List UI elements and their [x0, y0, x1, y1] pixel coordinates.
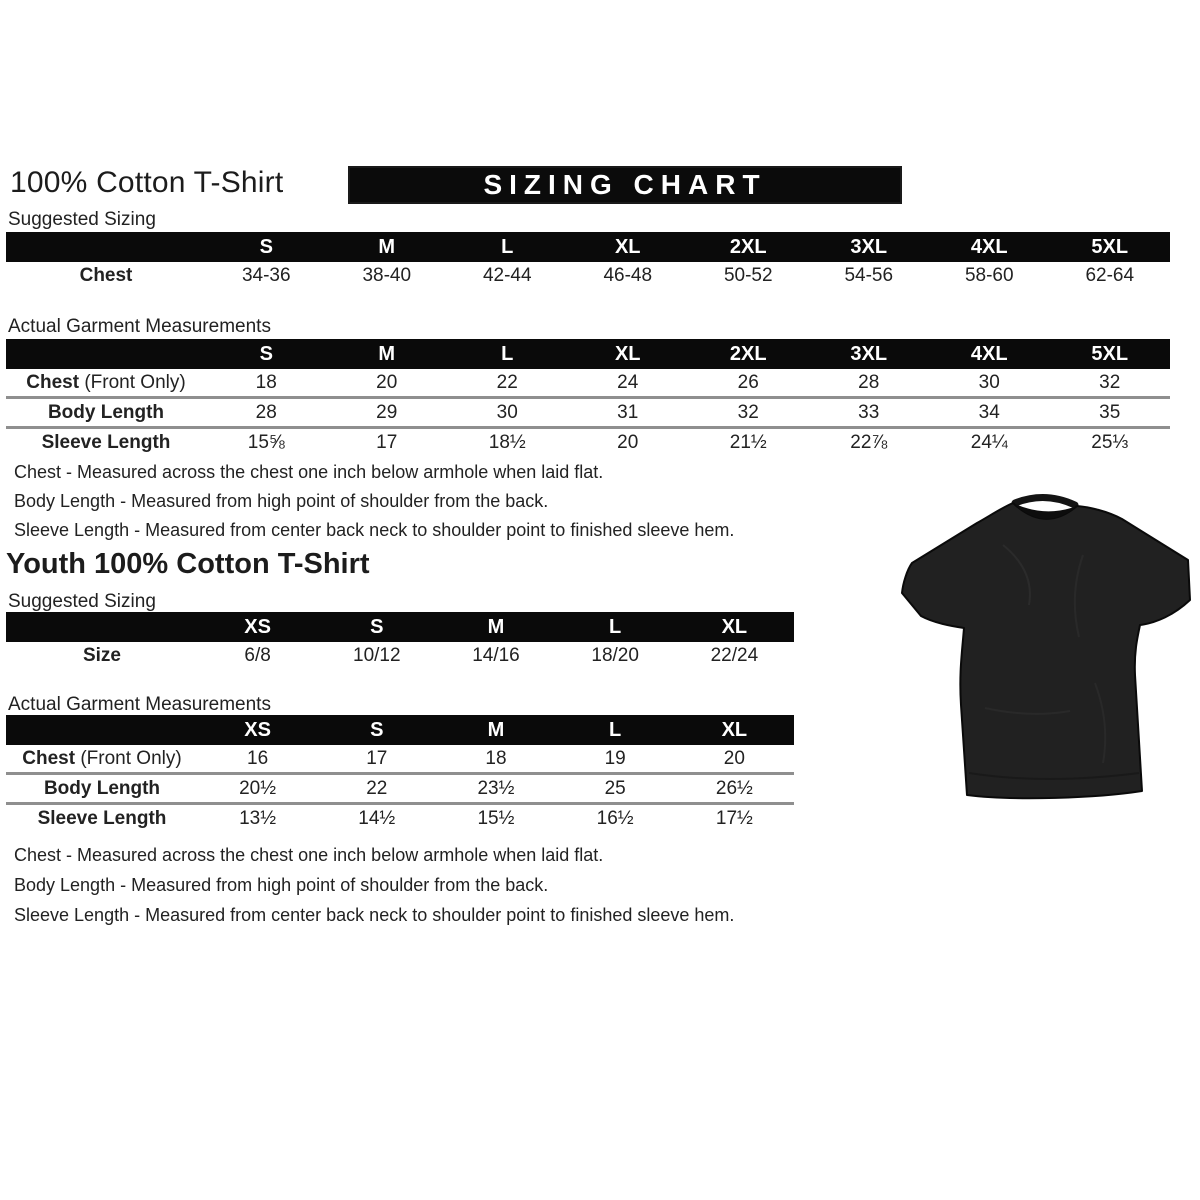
row-label: Body Length	[6, 398, 206, 428]
row-label: Size	[6, 642, 198, 669]
value-cell: 24¼	[929, 428, 1050, 457]
value-cell: 38-40	[327, 262, 448, 289]
note-line: Body Length - Measured from high point of shoulder from the back.	[14, 491, 549, 511]
value-cell: 6/8	[198, 642, 317, 669]
value-cell: 22	[317, 774, 436, 804]
value-cell: 28	[206, 398, 327, 428]
table-header-row	[6, 339, 1170, 369]
adult-measurement-notes	[14, 458, 734, 545]
value-cell: 15⅝	[206, 428, 327, 457]
value-cell: 16½	[556, 804, 675, 833]
value-cell: 18	[436, 745, 555, 774]
size-col-header: XL	[675, 612, 794, 642]
note-line: Body Length - Measured from high point of shoulder from the back.	[14, 875, 549, 895]
youth-actual-label: Actual Garment Measurements	[8, 694, 271, 715]
value-cell: 14/16	[436, 642, 555, 669]
black-tshirt-image	[885, 473, 1195, 813]
youth-suggested-table	[6, 612, 794, 669]
value-cell: 18	[206, 369, 327, 398]
youth-title: Youth 100% Cotton T-Shirt	[6, 548, 370, 580]
row-label: Sleeve Length	[6, 804, 198, 833]
value-cell: 25	[556, 774, 675, 804]
size-col-header: M	[327, 232, 448, 262]
note-line: Chest - Measured across the chest one inch below armhole when laid flat.	[14, 462, 604, 482]
value-cell: 20	[568, 428, 689, 457]
value-cell: 30	[929, 369, 1050, 398]
value-cell: 46-48	[568, 262, 689, 289]
size-col-header: XL	[675, 715, 794, 745]
value-cell: 21½	[688, 428, 809, 457]
size-col-header: XS	[198, 715, 317, 745]
value-cell: 32	[688, 398, 809, 428]
note-line: Sleeve Length - Measured from center back neck to shoulder point to finished sleeve hem.	[14, 520, 735, 540]
row-label: Chest (Front Only)	[6, 369, 206, 398]
value-cell: 50-52	[688, 262, 809, 289]
table-row	[6, 398, 1170, 428]
size-col-header: S	[317, 715, 436, 745]
table-row	[6, 428, 1170, 457]
adult-measurements-table	[6, 339, 1170, 456]
value-cell: 23½	[436, 774, 555, 804]
row-label: Sleeve Length	[6, 428, 206, 457]
table-header-row	[6, 715, 794, 745]
value-cell: 42-44	[447, 262, 568, 289]
corner-cell	[6, 232, 206, 262]
value-cell: 17	[317, 745, 436, 774]
size-col-header: 5XL	[1050, 339, 1171, 369]
size-col-header: 5XL	[1050, 232, 1171, 262]
value-cell: 16	[198, 745, 317, 774]
value-cell: 26	[688, 369, 809, 398]
value-cell: 20	[327, 369, 448, 398]
value-cell: 20	[675, 745, 794, 774]
value-cell: 34-36	[206, 262, 327, 289]
value-cell: 10/12	[317, 642, 436, 669]
value-cell: 35	[1050, 398, 1171, 428]
value-cell: 54-56	[809, 262, 930, 289]
size-col-header: L	[556, 612, 675, 642]
row-label: Body Length	[6, 774, 198, 804]
value-cell: 18/20	[556, 642, 675, 669]
size-col-header: 4XL	[929, 339, 1050, 369]
value-cell: 33	[809, 398, 930, 428]
table-row	[6, 262, 1170, 289]
size-col-header: L	[447, 232, 568, 262]
table-row	[6, 774, 794, 804]
size-col-header: XL	[568, 232, 689, 262]
value-cell: 62-64	[1050, 262, 1171, 289]
size-col-header: S	[206, 339, 327, 369]
youth-suggested-label: Suggested Sizing	[8, 591, 156, 612]
table-header-row	[6, 232, 1170, 262]
value-cell: 19	[556, 745, 675, 774]
corner-cell	[6, 715, 198, 745]
adult-actual-label: Actual Garment Measurements	[8, 316, 271, 337]
youth-measurements-table	[6, 715, 794, 832]
value-cell: 30	[447, 398, 568, 428]
size-col-header: M	[436, 715, 555, 745]
value-cell: 20½	[198, 774, 317, 804]
table-row	[6, 745, 794, 774]
value-cell: 32	[1050, 369, 1171, 398]
row-label: Chest	[6, 262, 206, 289]
value-cell: 29	[327, 398, 448, 428]
size-col-header: M	[327, 339, 448, 369]
adult-suggested-table	[6, 232, 1170, 289]
value-cell: 18½	[447, 428, 568, 457]
value-cell: 24	[568, 369, 689, 398]
size-col-header: 2XL	[688, 339, 809, 369]
value-cell: 58-60	[929, 262, 1050, 289]
corner-cell	[6, 612, 198, 642]
value-cell: 22	[447, 369, 568, 398]
size-col-header: M	[436, 612, 555, 642]
corner-cell	[6, 339, 206, 369]
value-cell: 34	[929, 398, 1050, 428]
size-col-header: S	[317, 612, 436, 642]
note-line: Chest - Measured across the chest one inch below armhole when laid flat.	[14, 845, 604, 865]
size-col-header: S	[206, 232, 327, 262]
sizing-chart-banner: SIZING CHART	[348, 166, 902, 204]
table-row	[6, 369, 1170, 398]
value-cell: 22⅞	[809, 428, 930, 457]
size-col-header: 2XL	[688, 232, 809, 262]
value-cell: 13½	[198, 804, 317, 833]
value-cell: 17½	[675, 804, 794, 833]
size-col-header: 3XL	[809, 339, 930, 369]
size-col-header: L	[556, 715, 675, 745]
value-cell: 14½	[317, 804, 436, 833]
size-col-header: XL	[568, 339, 689, 369]
size-col-header: XS	[198, 612, 317, 642]
value-cell: 22/24	[675, 642, 794, 669]
table-header-row	[6, 612, 794, 642]
value-cell: 28	[809, 369, 930, 398]
value-cell: 25⅓	[1050, 428, 1171, 457]
size-col-header: 3XL	[809, 232, 930, 262]
value-cell: 26½	[675, 774, 794, 804]
size-col-header: L	[447, 339, 568, 369]
value-cell: 17	[327, 428, 448, 457]
size-col-header: 4XL	[929, 232, 1050, 262]
tshirt-photo	[885, 473, 1195, 813]
youth-measurement-notes	[14, 840, 734, 930]
adult-suggested-label: Suggested Sizing	[8, 209, 156, 230]
table-row	[6, 642, 794, 669]
value-cell: 31	[568, 398, 689, 428]
value-cell: 15½	[436, 804, 555, 833]
page-title: 100% Cotton T-Shirt	[10, 166, 284, 199]
row-label: Chest (Front Only)	[6, 745, 198, 774]
table-row	[6, 804, 794, 833]
note-line: Sleeve Length - Measured from center back neck to shoulder point to finished sleeve hem.	[14, 905, 735, 925]
